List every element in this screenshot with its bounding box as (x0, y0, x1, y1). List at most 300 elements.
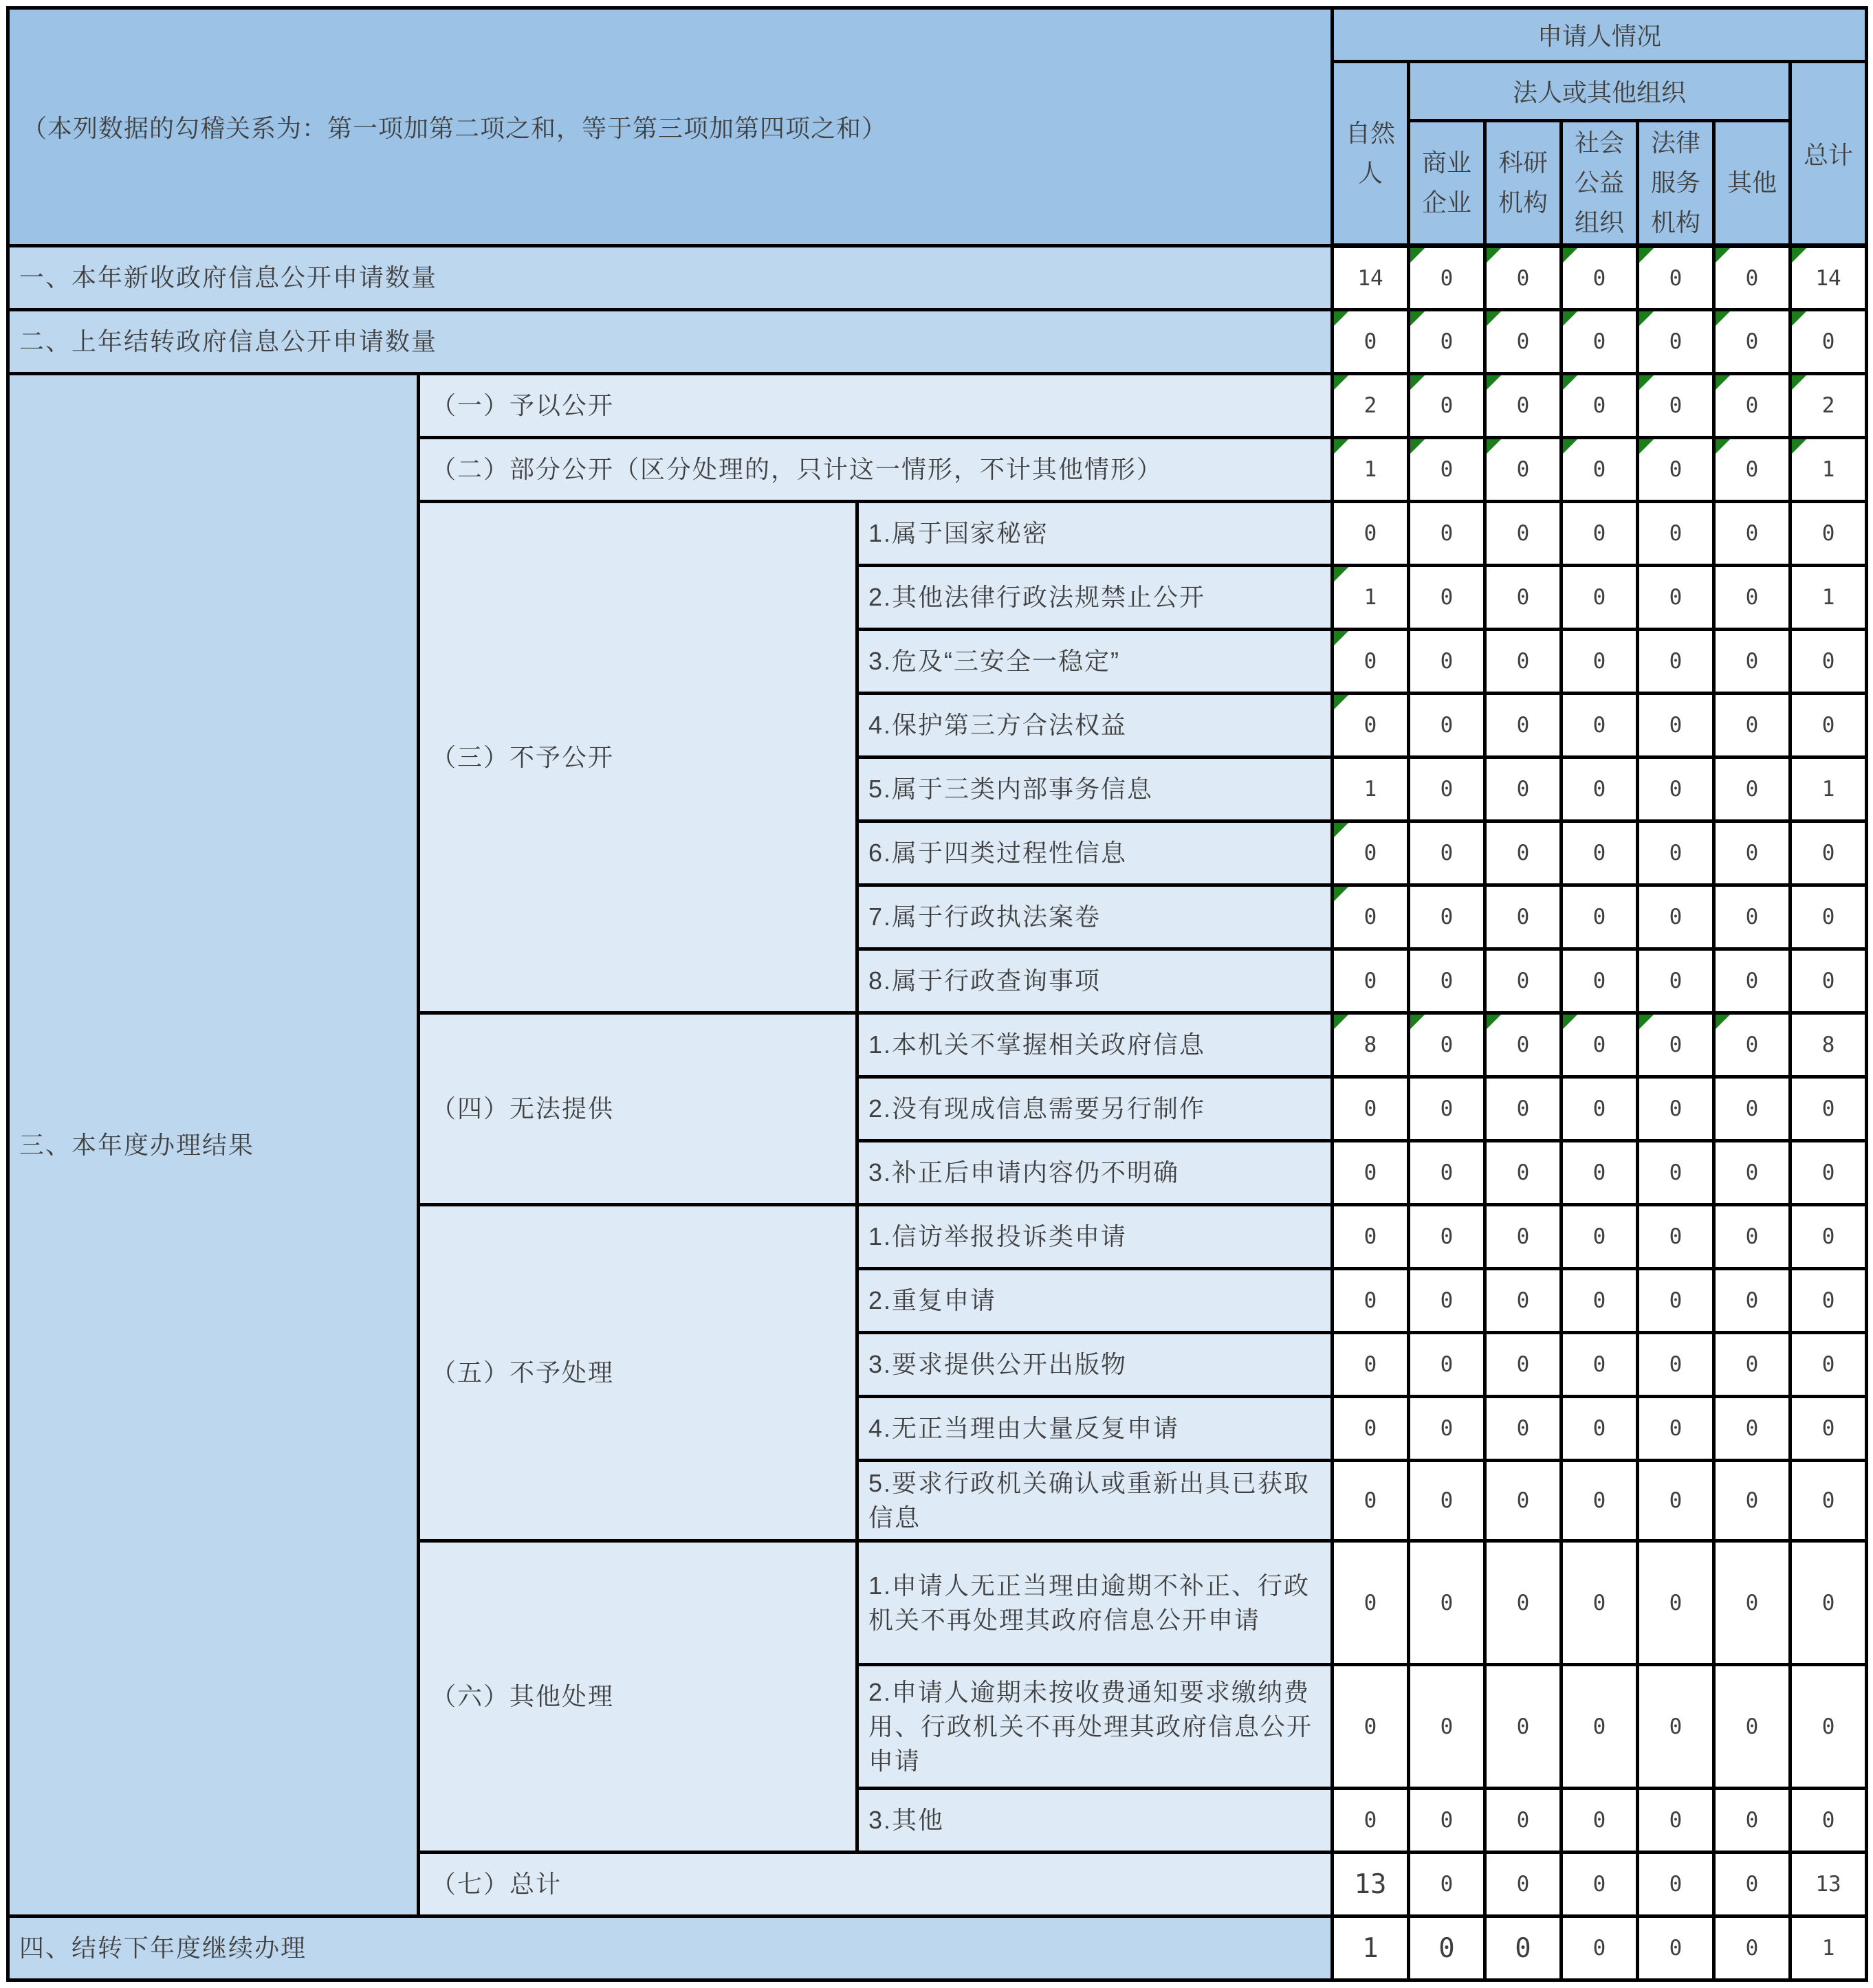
cell-value: 0 (1440, 649, 1454, 674)
error-indicator-icon (1334, 567, 1348, 582)
subitem-label-cell: 1.属于国家秘密 (857, 502, 1333, 566)
value-cell (1638, 1077, 1714, 1141)
subitem-label-cell: 2.其他法律行政法规禁止公开 (857, 566, 1333, 630)
cell-value: 0 (1745, 1288, 1759, 1313)
value-cell (1409, 502, 1485, 566)
column-header-legal-service-org (1638, 121, 1714, 246)
value-cell (1562, 246, 1638, 310)
value-cell (1714, 630, 1790, 694)
value-cell (1333, 630, 1409, 694)
value-cell (1409, 758, 1485, 821)
value-cell (1333, 1141, 1409, 1205)
cell-value: 0 (1821, 1288, 1835, 1313)
cell-value: 0 (1745, 713, 1759, 738)
column-header-research-institute (1485, 121, 1562, 246)
reconciliation-note: （本列数据的勾稽关系为：第一项加第二项之和，等于第三项加第四项之和） (8, 8, 1333, 246)
cell-value: 0 (1592, 1032, 1606, 1057)
cell-value: 0 (1592, 969, 1606, 993)
header-line: 社会 (1574, 129, 1624, 157)
cell-value: 0 (1516, 1808, 1530, 1833)
cell-value: 0 (1363, 1488, 1377, 1513)
cell-value: 0 (1440, 265, 1454, 291)
applicant-status-header: 申请人情况 (1333, 8, 1867, 62)
value-cell (1790, 566, 1867, 630)
cell-value: 0 (1669, 1808, 1683, 1833)
cell-value: 0 (1745, 585, 1759, 610)
cell-value: 0 (1363, 1714, 1377, 1739)
header-line: 机构 (1650, 208, 1700, 236)
value-cell (1638, 1333, 1714, 1397)
value-cell (1714, 246, 1790, 310)
value-cell (1638, 758, 1714, 821)
error-indicator-icon (1334, 1015, 1348, 1029)
cell-value: 0 (1745, 649, 1759, 674)
cell-value: 0 (1440, 1096, 1454, 1121)
error-indicator-icon (1334, 311, 1348, 326)
cell-value: 0 (1745, 1872, 1759, 1897)
cell-value: 13 (1815, 1872, 1841, 1897)
cell-value: 0 (1516, 1352, 1530, 1377)
value-cell (1333, 1789, 1409, 1853)
cell-value: 0 (1516, 585, 1530, 610)
cell-value: 1 (1821, 1936, 1835, 1961)
column-header-other (1714, 121, 1790, 246)
cell-value: 0 (1363, 1352, 1377, 1377)
value-cell (1409, 821, 1485, 885)
value-cell (1409, 1333, 1485, 1397)
row-label-cell: 一、本年新收政府信息公开申请数量 (8, 246, 1333, 310)
cell-value: 0 (1516, 1416, 1530, 1441)
error-indicator-icon (1334, 823, 1348, 837)
cell-value: 0 (1669, 1714, 1683, 1739)
cell-value: 0 (1438, 1932, 1455, 1964)
value-cell (1714, 1205, 1790, 1269)
value-cell (1409, 374, 1485, 438)
value-cell (1638, 821, 1714, 885)
value-cell (1409, 694, 1485, 758)
cell-value: 0 (1592, 329, 1606, 354)
subitem-label-cell: 1.本机关不掌握相关政府信息 (857, 1013, 1333, 1077)
header-line: 其他 (1727, 168, 1777, 197)
cell-value: 0 (1440, 1288, 1454, 1313)
cell-value: 14 (1357, 265, 1383, 291)
cell-value: 0 (1745, 1416, 1759, 1441)
cell-value: 0 (1440, 969, 1454, 993)
value-cell (1562, 1077, 1638, 1141)
cell-value: 0 (1669, 841, 1683, 865)
value-cell (1714, 1789, 1790, 1853)
value-cell (1714, 949, 1790, 1013)
value-cell (1485, 566, 1562, 630)
value-cell (1562, 1333, 1638, 1397)
value-cell (1562, 1789, 1638, 1853)
value-cell (1409, 1789, 1485, 1853)
disclosure-report-table (6, 6, 1868, 1982)
cell-value: 0 (1592, 713, 1606, 738)
cell-value: 8 (1821, 1032, 1835, 1057)
cell-value: 0 (1592, 1714, 1606, 1739)
value-cell (1485, 821, 1562, 885)
value-cell (1790, 885, 1867, 949)
subitem-label-cell: 5.属于三类内部事务信息 (857, 758, 1333, 821)
cell-value: 0 (1516, 649, 1530, 674)
value-cell (1638, 1141, 1714, 1205)
cell-value: 0 (1440, 713, 1454, 738)
cell-value: 0 (1363, 1224, 1377, 1249)
cell-value: 0 (1669, 521, 1683, 546)
value-cell (1790, 374, 1867, 438)
cell-value: 0 (1592, 265, 1606, 291)
value-cell (1562, 1665, 1638, 1789)
cell-value: 0 (1669, 1872, 1683, 1897)
subitem-label-cell: 3.其他 (857, 1789, 1333, 1853)
value-cell (1409, 630, 1485, 694)
header-line: 法律 (1650, 129, 1700, 157)
cell-value: 0 (1592, 1288, 1606, 1313)
cell-value: 0 (1745, 1590, 1759, 1615)
cell-value: 0 (1363, 1590, 1377, 1615)
cell-value: 0 (1745, 1352, 1759, 1377)
cell-value: 0 (1592, 905, 1606, 929)
value-cell (1333, 246, 1409, 310)
value-cell (1562, 502, 1638, 566)
cell-value: 0 (1363, 1808, 1377, 1833)
subitem-label-cell: 3.危及“三安全一稳定” (857, 630, 1333, 694)
value-cell (1714, 1269, 1790, 1333)
group-label-cell: （一）予以公开 (419, 374, 1333, 438)
cell-value: 0 (1363, 969, 1377, 993)
value-cell (1562, 1141, 1638, 1205)
error-indicator-icon (1563, 1015, 1577, 1029)
cell-value: 0 (1669, 393, 1683, 418)
cell-value: 0 (1669, 1416, 1683, 1441)
value-cell (1790, 1141, 1867, 1205)
error-indicator-icon (1334, 695, 1348, 709)
cell-value: 1 (1821, 457, 1835, 482)
subitem-label-cell: 1.申请人无正当理由逾期不补正、行政机关不再处理其政府信息公开申请 (857, 1541, 1333, 1665)
value-cell (1790, 694, 1867, 758)
cell-value: 0 (1821, 1488, 1835, 1513)
cell-value: 0 (1516, 777, 1530, 802)
error-indicator-icon (1639, 439, 1654, 454)
cell-value: 0 (1516, 393, 1530, 418)
value-cell (1333, 1917, 1409, 1980)
cell-value: 2 (1821, 393, 1835, 418)
error-indicator-icon (1563, 439, 1577, 454)
value-cell (1333, 438, 1409, 502)
value-cell (1790, 1853, 1867, 1917)
cell-value: 0 (1592, 393, 1606, 418)
cell-value: 1 (1363, 585, 1377, 610)
value-cell (1409, 438, 1485, 502)
value-cell (1790, 1665, 1867, 1789)
value-cell (1409, 1141, 1485, 1205)
cell-value: 8 (1363, 1032, 1377, 1057)
value-cell (1333, 1853, 1409, 1917)
cell-value: 0 (1440, 1224, 1454, 1249)
cell-value: 0 (1745, 1936, 1759, 1961)
cell-value: 0 (1745, 841, 1759, 865)
cell-value: 0 (1821, 1808, 1835, 1833)
value-cell (1790, 1333, 1867, 1397)
cell-value: 0 (1592, 521, 1606, 546)
header-line: 商业 (1421, 148, 1471, 177)
value-cell (1790, 1205, 1867, 1269)
cell-value: 0 (1745, 1096, 1759, 1121)
header-line: 科研 (1498, 148, 1548, 177)
value-cell (1714, 310, 1790, 374)
cell-value: 0 (1745, 969, 1759, 993)
cell-value: 0 (1440, 1872, 1454, 1897)
subitem-label-cell: 3.要求提供公开出版物 (857, 1333, 1333, 1397)
cell-value: 0 (1440, 1416, 1454, 1441)
value-cell (1562, 1013, 1638, 1077)
value-cell (1790, 246, 1867, 310)
error-indicator-icon (1716, 1015, 1730, 1029)
value-cell (1714, 502, 1790, 566)
cell-value: 0 (1821, 1160, 1835, 1185)
value-cell (1333, 1665, 1409, 1789)
cell-value: 0 (1745, 1224, 1759, 1249)
cell-value: 0 (1516, 1872, 1530, 1897)
cell-value: 0 (1516, 521, 1530, 546)
value-cell (1333, 1461, 1409, 1541)
value-cell (1485, 1461, 1562, 1541)
value-cell (1409, 246, 1485, 310)
value-cell (1485, 885, 1562, 949)
value-cell (1409, 1269, 1485, 1333)
error-indicator-icon (1716, 311, 1730, 326)
error-indicator-icon (1487, 375, 1501, 390)
subitem-label-cell: 4.无正当理由大量反复申请 (857, 1397, 1333, 1461)
error-indicator-icon (1410, 248, 1425, 263)
cell-value: 0 (1516, 1488, 1530, 1513)
value-cell (1714, 438, 1790, 502)
value-cell (1562, 1541, 1638, 1665)
value-cell (1714, 1541, 1790, 1665)
cell-value: 0 (1363, 1416, 1377, 1441)
cell-value: 0 (1592, 1352, 1606, 1377)
group-label-cell: （二）部分公开（区分处理的，只计这一情形，不计其他情形） (419, 438, 1333, 502)
value-cell (1638, 502, 1714, 566)
value-cell (1562, 949, 1638, 1013)
error-indicator-icon (1487, 439, 1501, 454)
value-cell (1485, 438, 1562, 502)
value-cell (1638, 1269, 1714, 1333)
value-cell (1562, 630, 1638, 694)
cell-value: 1 (1821, 777, 1835, 802)
value-cell (1485, 1333, 1562, 1397)
value-cell (1714, 1013, 1790, 1077)
cell-value: 0 (1440, 1160, 1454, 1185)
cell-value: 0 (1669, 329, 1683, 354)
error-indicator-icon (1410, 1015, 1425, 1029)
value-cell (1333, 821, 1409, 885)
error-indicator-icon (1792, 375, 1806, 390)
value-cell (1790, 1789, 1867, 1853)
value-cell (1333, 758, 1409, 821)
cell-value: 0 (1669, 713, 1683, 738)
cell-value: 0 (1821, 521, 1835, 546)
cell-value: 0 (1669, 649, 1683, 674)
cell-value: 0 (1516, 1032, 1530, 1057)
value-cell (1638, 630, 1714, 694)
cell-value: 0 (1745, 905, 1759, 929)
cell-value: 0 (1669, 1096, 1683, 1121)
value-cell (1638, 1461, 1714, 1541)
cell-value: 0 (1440, 521, 1454, 546)
value-cell (1409, 1665, 1485, 1789)
cell-value: 0 (1515, 1932, 1531, 1964)
value-cell (1714, 1141, 1790, 1205)
value-cell (1562, 566, 1638, 630)
cell-value: 0 (1440, 1714, 1454, 1739)
cell-value: 0 (1821, 713, 1835, 738)
error-indicator-icon (1334, 375, 1348, 390)
value-cell (1790, 310, 1867, 374)
value-cell (1638, 949, 1714, 1013)
value-cell (1790, 1917, 1867, 1980)
cell-value: 0 (1592, 1096, 1606, 1121)
value-cell (1638, 694, 1714, 758)
header-line: 服务 (1650, 168, 1700, 197)
value-cell (1562, 1397, 1638, 1461)
cell-value: 0 (1821, 1352, 1835, 1377)
cell-value: 0 (1592, 1160, 1606, 1185)
cell-value: 0 (1821, 1416, 1835, 1441)
value-cell (1790, 630, 1867, 694)
value-cell (1485, 1541, 1562, 1665)
subitem-label-cell: 2.没有现成信息需要另行制作 (857, 1077, 1333, 1141)
column-header-total: 总计 (1790, 62, 1867, 246)
value-cell (1714, 1397, 1790, 1461)
error-indicator-icon (1639, 248, 1654, 263)
row-label-cell: 二、上年结转政府信息公开申请数量 (8, 310, 1333, 374)
value-cell (1485, 1013, 1562, 1077)
error-indicator-icon (1563, 311, 1577, 326)
error-indicator-icon (1716, 439, 1730, 454)
cell-value: 0 (1821, 841, 1835, 865)
value-cell (1485, 694, 1562, 758)
value-cell (1714, 374, 1790, 438)
cell-value: 2 (1363, 393, 1377, 418)
value-cell (1485, 1397, 1562, 1461)
value-cell (1409, 949, 1485, 1013)
header-line: 自然 (1345, 119, 1395, 147)
value-cell (1409, 566, 1485, 630)
error-indicator-icon (1410, 439, 1425, 454)
subitem-label-cell: 3.补正后申请内容仍不明确 (857, 1141, 1333, 1205)
cell-value: 0 (1669, 1032, 1683, 1057)
value-cell (1333, 1077, 1409, 1141)
cell-value: 0 (1592, 777, 1606, 802)
cell-value: 0 (1440, 1488, 1454, 1513)
cell-value: 0 (1821, 1714, 1835, 1739)
value-cell (1638, 1205, 1714, 1269)
value-cell (1790, 1077, 1867, 1141)
value-cell (1333, 1269, 1409, 1333)
cell-value: 1 (1363, 457, 1377, 482)
subitem-label-cell: 6.属于四类过程性信息 (857, 821, 1333, 885)
cell-value: 0 (1592, 585, 1606, 610)
value-cell (1409, 1205, 1485, 1269)
value-cell (1714, 694, 1790, 758)
cell-value: 0 (1669, 969, 1683, 993)
group-label-cell: （五）不予处理 (419, 1205, 857, 1541)
value-cell (1790, 1397, 1867, 1461)
value-cell (1714, 885, 1790, 949)
value-cell (1333, 949, 1409, 1013)
cell-value: 0 (1592, 1808, 1606, 1833)
subitem-label-cell: 4.保护第三方合法权益 (857, 694, 1333, 758)
cell-value: 0 (1592, 1416, 1606, 1441)
error-indicator-icon (1639, 1015, 1654, 1029)
cell-value: 0 (1745, 1488, 1759, 1513)
cell-value: 0 (1440, 393, 1454, 418)
value-cell (1638, 1789, 1714, 1853)
value-cell (1485, 1205, 1562, 1269)
value-cell (1333, 374, 1409, 438)
cell-value: 0 (1592, 1488, 1606, 1513)
value-cell (1714, 1461, 1790, 1541)
cell-value: 0 (1440, 841, 1454, 865)
cell-value: 0 (1440, 329, 1454, 354)
value-cell (1333, 694, 1409, 758)
cell-value: 0 (1363, 649, 1377, 674)
value-cell (1790, 821, 1867, 885)
group-label-cell: （七）总计 (419, 1853, 1333, 1917)
value-cell (1562, 310, 1638, 374)
value-cell (1409, 1397, 1485, 1461)
value-cell (1638, 885, 1714, 949)
subitem-label-cell: 1.信访举报投诉类申请 (857, 1205, 1333, 1269)
cell-value: 1 (1362, 1932, 1379, 1964)
cell-value: 0 (1440, 777, 1454, 802)
cell-value: 0 (1592, 1936, 1606, 1961)
value-cell (1485, 758, 1562, 821)
value-cell (1485, 1789, 1562, 1853)
value-cell (1485, 1917, 1562, 1980)
value-cell (1638, 374, 1714, 438)
cell-value: 0 (1669, 905, 1683, 929)
value-cell (1638, 566, 1714, 630)
cell-value: 14 (1815, 265, 1841, 291)
value-cell (1562, 374, 1638, 438)
cell-value: 0 (1516, 969, 1530, 993)
value-cell (1714, 1333, 1790, 1397)
cell-value: 0 (1516, 1714, 1530, 1739)
cell-value: 0 (1363, 841, 1377, 865)
cell-value: 0 (1592, 1872, 1606, 1897)
value-cell (1790, 502, 1867, 566)
value-cell (1638, 310, 1714, 374)
value-cell (1333, 310, 1409, 374)
value-cell (1562, 758, 1638, 821)
error-indicator-icon (1410, 375, 1425, 390)
table-body (8, 246, 1867, 1980)
cell-value: 0 (1440, 1032, 1454, 1057)
value-cell (1638, 1917, 1714, 1980)
value-cell (1562, 821, 1638, 885)
value-cell (1790, 1461, 1867, 1541)
value-cell (1714, 1665, 1790, 1789)
value-cell (1409, 1077, 1485, 1141)
value-cell (1409, 1013, 1485, 1077)
value-cell (1485, 502, 1562, 566)
subitem-label-cell: 8.属于行政查询事项 (857, 949, 1333, 1013)
subitem-label-cell: 2.重复申请 (857, 1269, 1333, 1333)
value-cell (1485, 1269, 1562, 1333)
